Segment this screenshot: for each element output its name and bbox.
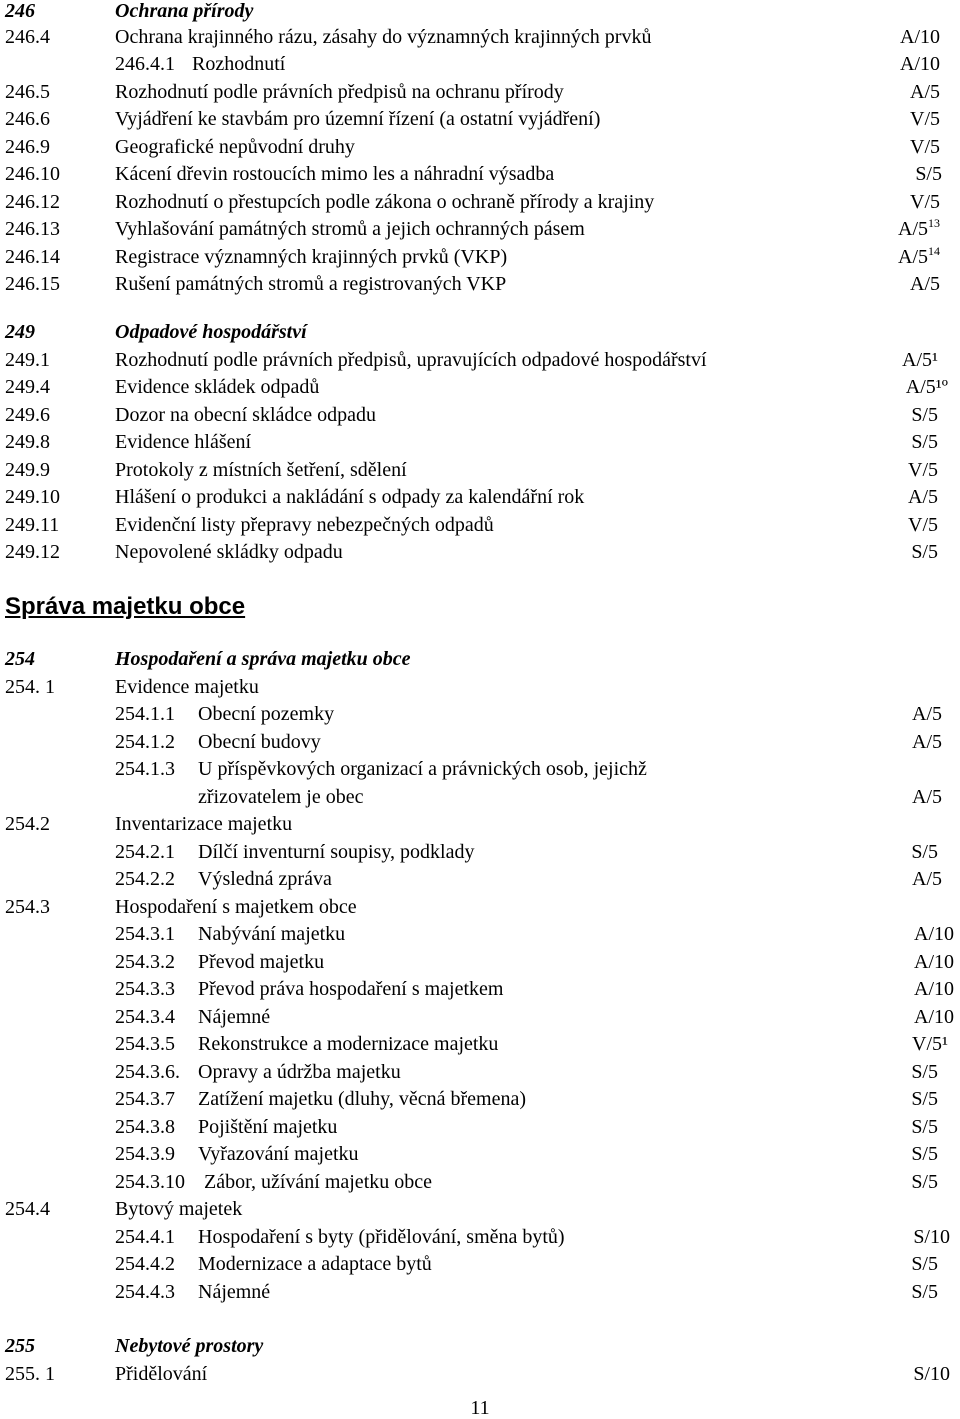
item-number: 254.3.5 (115, 1033, 175, 1055)
item-text: Vyjádření ke stavbám pro územní řízení (a ostatní vyjádření) (115, 108, 601, 130)
item-code: A/10 (914, 1006, 954, 1028)
item-text: Ochrana krajinného rázu, zásahy do významných krajinných prvků (115, 26, 652, 48)
item-number: 255. 1 (5, 1363, 55, 1385)
item-text: Nájemné (198, 1006, 271, 1028)
list-item (0, 1141, 960, 1168)
item-number: 254.3.9 (115, 1143, 175, 1165)
list-item (0, 51, 960, 78)
item-number: 254.4 (5, 1198, 50, 1220)
list-item (0, 976, 960, 1003)
item-number: 246.13 (5, 218, 60, 240)
list-item (0, 484, 960, 511)
item-code: S/5 (911, 541, 938, 563)
item-number: 254.3.1 (115, 923, 175, 945)
list-item (0, 701, 960, 728)
item-number: 249.8 (5, 431, 50, 453)
item-number: 254.3 (5, 896, 50, 918)
list-item (0, 216, 960, 243)
item-number: 246.4.1 (115, 53, 175, 75)
item-text: Rušení památných stromů a registrovaných VKP (115, 273, 507, 295)
list-item (0, 1004, 960, 1031)
list-item-continuation (0, 784, 960, 811)
list-item (0, 106, 960, 133)
item-text: Dílčí inventurní soupisy, podklady (198, 841, 475, 863)
item-code: S/5 (911, 1171, 938, 1193)
item-text: Výsledná zpráva (198, 868, 332, 890)
item-code: S/10 (913, 1226, 950, 1248)
item-number: 254.4.3 (115, 1281, 175, 1303)
item-code: S/5 (911, 1061, 938, 1083)
list-item (0, 1224, 960, 1251)
item-code: A/5 (912, 731, 942, 753)
item-number: 249.10 (5, 486, 60, 508)
footnote-ref: 13 (928, 216, 940, 230)
page-heading: Správa majetku obce (5, 593, 246, 620)
list-item (0, 189, 960, 216)
item-code: S/5 (915, 163, 942, 185)
item-text: Modernizace a adaptace bytů (198, 1253, 432, 1275)
item-text: Rozhodnutí podle právních předpisů na ochranu přírody (115, 81, 564, 103)
item-number: 249.9 (5, 459, 50, 481)
item-number: 254.2.2 (115, 868, 175, 890)
item-number: 246.4 (5, 26, 50, 48)
list-item (0, 457, 960, 484)
list-item (0, 1251, 960, 1278)
item-code: A/10 (914, 951, 954, 973)
code-value: A/5 (898, 246, 928, 268)
footnote-ref: 14 (928, 244, 940, 258)
item-number: 254.4.1 (115, 1226, 175, 1248)
item-code: A/5 (910, 273, 940, 295)
item-text: Hospodaření s byty (přidělování, směna bytů) (198, 1226, 565, 1248)
item-text: Rekonstrukce a modernizace majetku (198, 1033, 499, 1055)
section-number: 255 (5, 1335, 35, 1357)
item-code: S/5 (911, 1143, 938, 1165)
item-code: S/10 (913, 1363, 950, 1385)
section-number: 246 (5, 0, 35, 22)
item-text: Hlášení o produkci a nakládání s odpady za kalendářní rok (115, 486, 585, 508)
item-code: A/5 (912, 703, 942, 725)
list-item (0, 1361, 960, 1388)
list-item (0, 539, 960, 566)
item-text: Přidělování (115, 1363, 208, 1385)
list-item (0, 134, 960, 161)
list-item (0, 402, 960, 429)
item-code: A/5 (912, 868, 942, 890)
item-number: 254.3.4 (115, 1006, 175, 1028)
item-text: Nabývání majetku (198, 923, 346, 945)
item-number: 246.5 (5, 81, 50, 103)
item-number: 249.1 (5, 349, 50, 371)
item-text: Nepovolené skládky odpadu (115, 541, 343, 563)
item-number: 254.2.1 (115, 841, 175, 863)
item-text: Bytový majetek (115, 1198, 243, 1220)
item-code: V/5 (910, 136, 940, 158)
item-code: A/10 (900, 26, 940, 48)
list-item (0, 1059, 960, 1086)
item-code: A/5 (912, 786, 942, 808)
list-item (0, 866, 960, 893)
item-text: Rozhodnutí (192, 53, 286, 75)
item-number: 254.3.3 (115, 978, 175, 1000)
item-number: 254.1.2 (115, 731, 175, 753)
item-number: 249.12 (5, 541, 60, 563)
list-item (0, 921, 960, 948)
item-code (898, 216, 940, 243)
item-text: Převod majetku (198, 951, 325, 973)
list-item (0, 1279, 960, 1306)
list-item (0, 1031, 960, 1058)
item-code: S/5 (911, 1253, 938, 1275)
item-text: Rozhodnutí podle právních předpisů, upravujících odpadové hospodářství (115, 349, 707, 371)
item-number: 254.3.2 (115, 951, 175, 973)
list-item (0, 1196, 960, 1223)
list-item (0, 674, 960, 701)
item-text: U příspěvkových organizací a právnických osob, jejichž (198, 758, 647, 780)
item-number: 249.11 (5, 514, 60, 536)
list-item (0, 1169, 960, 1196)
item-text: Hospodaření s majetkem obce (115, 896, 357, 918)
item-number: 246.15 (5, 273, 60, 295)
item-code: S/5 (911, 1088, 938, 1110)
code-value: A/5 (898, 218, 928, 240)
item-text: Zatížení majetku (dluhy, věcná břemena) (198, 1088, 526, 1110)
item-number: 254.3.10 (115, 1171, 185, 1193)
item-code: S/5 (911, 404, 938, 426)
item-code: V/5 (908, 459, 938, 481)
list-item (0, 811, 960, 838)
item-number: 249.4 (5, 376, 50, 398)
item-text: Vyřazování majetku (198, 1143, 359, 1165)
item-text: Obecní pozemky (198, 703, 335, 725)
list-item (0, 729, 960, 756)
item-code: S/5 (911, 1116, 938, 1138)
list-item (0, 1114, 960, 1141)
item-number: 254.3.8 (115, 1116, 175, 1138)
item-number: 246.6 (5, 108, 50, 130)
item-code: V/5 (910, 108, 940, 130)
item-code: A/10 (900, 53, 940, 75)
item-text: Nájemné (198, 1281, 271, 1303)
section-title: Hospodaření a správa majetku obce (115, 648, 411, 670)
section-title: Odpadové hospodářství (115, 321, 307, 343)
item-text: Registrace významných krajinných prvků (VKP) (115, 246, 508, 268)
item-code: S/5 (911, 431, 938, 453)
item-text: Evidence hlášení (115, 431, 252, 453)
item-text: Zábor, užívání majetku obce (204, 1171, 432, 1193)
item-text: Evidenční listy přepravy nebezpečných odpadů (115, 514, 494, 536)
section-number: 254 (5, 648, 35, 670)
item-code: A/5 (908, 486, 938, 508)
item-number: 254.1.3 (115, 758, 175, 780)
item-text: Protokoly z místních šetření, sdělení (115, 459, 407, 481)
list-item (0, 512, 960, 539)
section-heading-255 (0, 1333, 960, 1360)
item-number: 246.14 (5, 246, 60, 268)
item-text: Kácení dřevin rostoucích mimo les a náhradní výsadba (115, 163, 555, 185)
list-item (0, 161, 960, 188)
item-number: 254.3.7 (115, 1088, 175, 1110)
item-text: zřizovatelem je obec (198, 786, 364, 808)
item-text: Dozor na obecní skládce odpadu (115, 404, 377, 426)
item-text: Inventarizace majetku (115, 813, 293, 835)
item-number: 246.10 (5, 163, 60, 185)
list-item (0, 244, 960, 271)
item-text: Geografické nepůvodní druhy (115, 136, 355, 158)
item-text: Obecní budovy (198, 731, 321, 753)
list-item (0, 79, 960, 106)
item-text: Evidence majetku (115, 676, 259, 698)
list-item (0, 429, 960, 456)
list-item (0, 839, 960, 866)
item-text: Vyhlašování památných stromů a jejich ochranných pásem (115, 218, 585, 240)
item-code: A/5¹ (902, 349, 938, 371)
section-heading-254 (0, 646, 960, 673)
item-number: 254.4.2 (115, 1253, 175, 1275)
item-code: V/5 (910, 191, 940, 213)
section-heading-246 (0, 0, 960, 25)
list-item (0, 271, 960, 298)
page-number: 11 (470, 1397, 490, 1419)
item-number: 254.2 (5, 813, 50, 835)
item-code: A/10 (914, 923, 954, 945)
list-item (0, 347, 960, 374)
list-item (0, 24, 960, 51)
list-item (0, 374, 960, 401)
section-title: Nebytové prostory (115, 1335, 264, 1357)
item-code: V/5¹ (912, 1033, 948, 1055)
item-text: Rozhodnutí o přestupcích podle zákona o ochraně přírody a krajiny (115, 191, 655, 213)
list-item (0, 1086, 960, 1113)
list-item (0, 894, 960, 921)
section-title: Ochrana přírody (115, 0, 254, 22)
item-number: 246.9 (5, 136, 50, 158)
item-code: V/5 (908, 514, 938, 536)
item-code: S/5 (911, 841, 938, 863)
list-item (0, 949, 960, 976)
item-code: A/5 (910, 81, 940, 103)
item-number: 254. 1 (5, 676, 55, 698)
item-code: A/5¹º (905, 376, 948, 398)
item-text: Pojištění majetku (198, 1116, 338, 1138)
item-number: 254.1.1 (115, 703, 175, 725)
item-text: Opravy a údržba majetku (198, 1061, 401, 1083)
item-code (898, 244, 940, 271)
section-heading-249 (0, 319, 960, 346)
item-code: S/5 (911, 1281, 938, 1303)
section-number: 249 (5, 321, 35, 343)
item-code: A/10 (914, 978, 954, 1000)
item-number: 254.3.6. (115, 1061, 180, 1083)
item-text: Evidence skládek odpadů (115, 376, 320, 398)
list-item (0, 756, 960, 783)
item-number: 249.6 (5, 404, 50, 426)
item-number: 246.12 (5, 191, 60, 213)
item-text: Převod práva hospodaření s majetkem (198, 978, 504, 1000)
